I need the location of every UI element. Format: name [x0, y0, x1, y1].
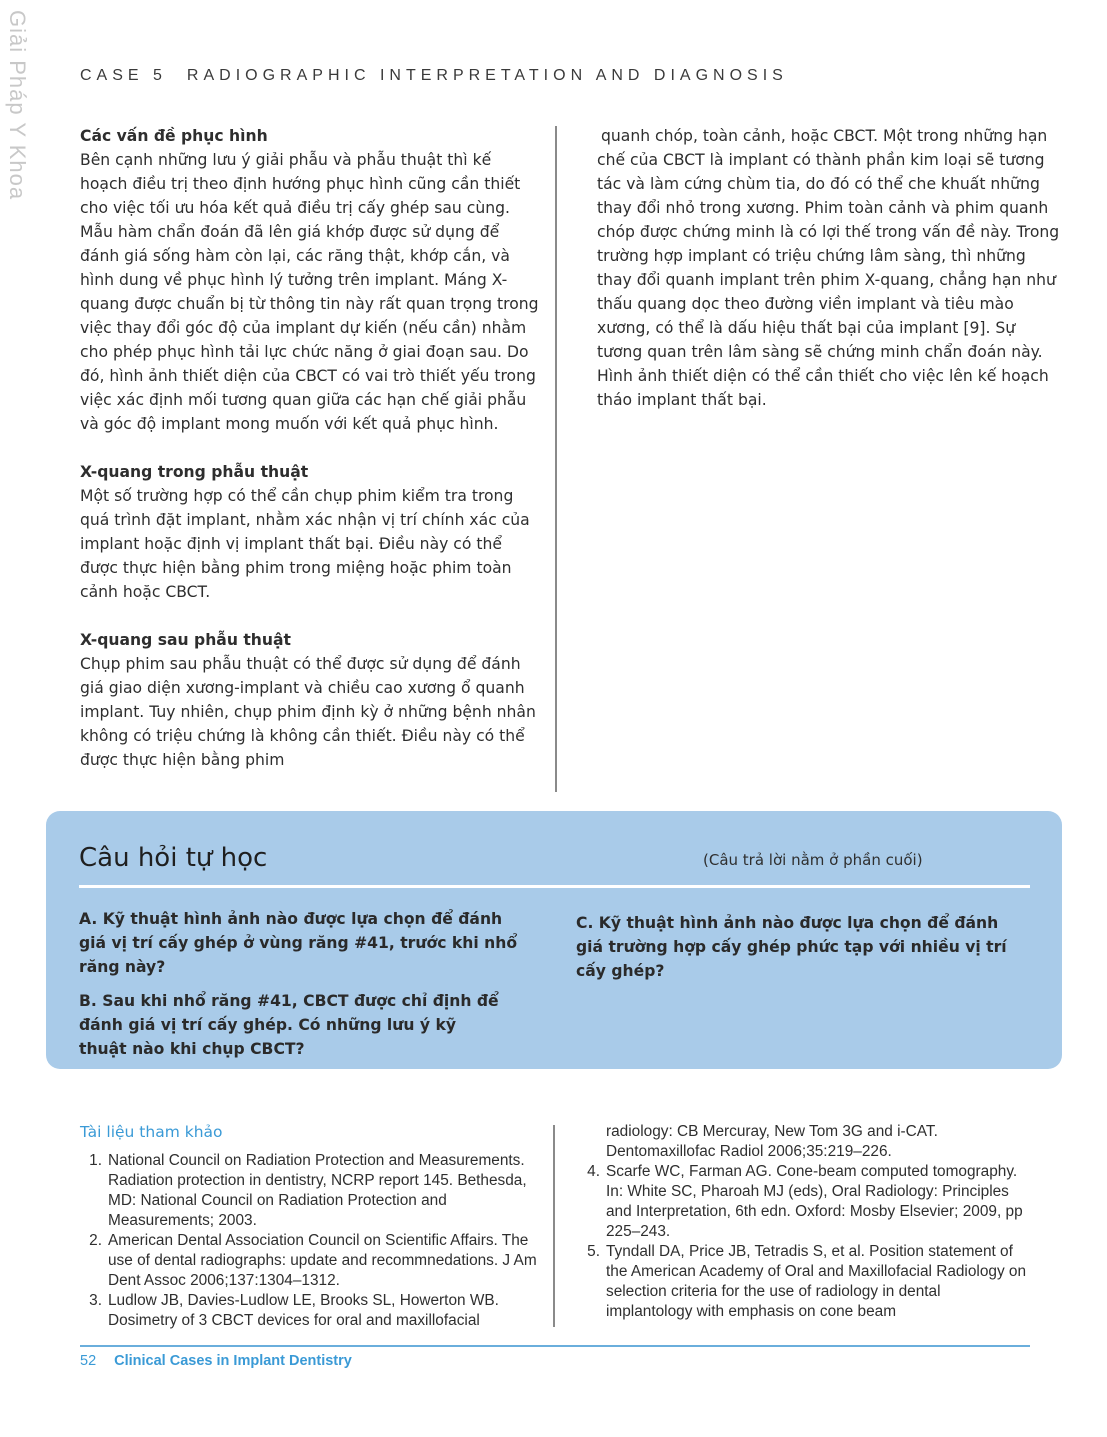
question-b: B. Sau khi nhổ răng #41, CBCT được chỉ định để đánh giá vị trí cấy ghép. Có những lưu ý kỹ thuật nào khi chụp CBCT? — [79, 992, 499, 1058]
section-text-intraoperative: Một số trường hợp có thể cần chụp phim kiểm tra trong quá trình đặt implant, nhằm xác nhận vị trí chính xác của implant hoặc định vị implant thất bại. Điều này có thể được thực hiện bằng phim trong miệng hoặc phim toàn cảnh hoặc CBCT. — [80, 487, 530, 601]
section-heading-prosthetic: Các vấn đề phục hình — [80, 127, 268, 145]
section-text-prosthetic: Bên cạnh những lưu ý giải phẫu và phẫu thuật thì kế hoạch điều trị theo định hướng phục hình cũng cần thiết cho việc tối ưu hóa kết quả điều trị cấy ghép sau cùng. Mẫu hàm chẩn đoán đã lên giá khớp được sử dụng để đánh giá sống hàm còn lại, các răng thật, khớp cắn, và hình dung về phục hình lý tưởng trên implant. Máng X-quang được chuẩn bị từ thông tin này rất quan trọng trong việc thay đổi góc độ của implant dự kiến (nếu cần) nhằm cho phép phục hình tải lực chức năng ở giai đoạn sau. Do đó, hình ảnh thiết diện của CBCT có vai trò thiết yếu trong việc xác định mối tương quan giữa các hạn chế giải phẫu và góc độ implant mong muốn với kết quả phục hình. — [80, 151, 539, 433]
reference-number: 5. — [587, 1243, 600, 1260]
footer-rule — [80, 1345, 1030, 1347]
self-study-box — [46, 811, 1062, 1069]
reference-text: Scarfe WC, Farman AG. Cone-beam computed tomography. In: White SC, Pharoah MJ (eds), Oral Radiology: Principles and Interpretation, 6th edn. Oxford: Mosby Elsevier; 2009, pp 225–243. — [606, 1163, 1023, 1240]
reference-text: American Dental Association Council on Scientific Affairs. The use of dental radiographs: update and recommnedations. J Am Dent Assoc 2006;137:1304–1312. — [108, 1232, 537, 1289]
reference-item — [578, 1242, 1028, 1322]
references-divider — [553, 1125, 555, 1327]
question-a: A. Kỹ thuật hình ảnh nào được lựa chọn để đánh giá vị trí cấy ghép ở vùng răng #41, trước khi nhổ răng này? — [79, 910, 518, 976]
section-text-postoperative: Chụp phim sau phẫu thuật có thể được sử dụng để đánh giá giao diện xương-implant và chiều cao xương ổ quanh implant. Tuy nhiên, chụp phim định kỳ ở những bệnh nhân không có triệu chứng là không cần thiết. Điều này có thể được thực hiện bằng phim — [80, 655, 536, 769]
case-label: CASE 5 — [80, 67, 167, 84]
box-divider — [79, 885, 1030, 888]
column-divider — [555, 126, 557, 792]
reference-item — [578, 1162, 1028, 1242]
reference-continuation: radiology: CB Mercuray, New Tom 3G and i-CAT. Dentomaxillofac Radiol 2006;35:219–226. — [606, 1123, 938, 1160]
right-column-text: quanh chóp, toàn cảnh, hoặc CBCT. Một trong những hạn chế của CBCT là implant có thành phần kim loại sẽ tương tác và làm cứng chùm tia, do đó có thể che khuất những thay đổi nhỏ trong xương. Phim toàn cảnh và phim quanh chóp được chứng minh là có lợi thế trong vấn đề này. Trong trường hợp implant có triệu chứng lâm sàng, thì những thay đổi quanh implant trên phim X-quang, chẳng hạn như thấu quang dọc theo đường viền implant và tiêu mào xương, có thể là dấu hiệu thất bại của implant [9]. Sự tương quan trên lâm sàng sẽ chứng minh chẩn đoán này. Hình ảnh thiết diện có thể cần thiết cho việc lên kế hoạch tháo implant thất bại. — [597, 127, 1060, 409]
references-right — [578, 1122, 1028, 1322]
reference-number: 2. — [89, 1232, 102, 1249]
section-heading-intraoperative: X-quang trong phẫu thuật — [80, 463, 309, 481]
answer-note: (Câu trả lời nằm ở phần cuối) — [703, 851, 923, 869]
reference-number: 1. — [89, 1152, 102, 1169]
reference-item — [80, 1231, 540, 1291]
chapter-title: RADIOGRAPHIC INTERPRETATION AND DIAGNOSIS — [186, 67, 788, 84]
left-column — [80, 124, 540, 796]
self-study-title: Câu hỏi tự học — [79, 843, 268, 873]
right-column — [597, 124, 1062, 436]
book-title: Clinical Cases in Implant Dentistry — [114, 1353, 352, 1369]
reference-number: 4. — [587, 1163, 600, 1180]
references-title: Tài liệu tham khảo — [80, 1123, 223, 1141]
reference-text: Tyndall DA, Price JB, Tetradis S, et al. Position statement of the American Academy of Oral and Maxillofacial Radiology on selection criteria for the use of radiology in dental implantology with emphasis on cone beam — [606, 1243, 1027, 1320]
reference-text: National Council on Radiation Protection and Measurements. Radiation protection in dentistry, NCRP report 145. Bethesda, MD: National Council on Radiation Protection and Measurements; 2003. — [108, 1152, 527, 1229]
question-c: C. Kỹ thuật hình ảnh nào được lựa chọn để đánh giá trường hợp cấy ghép phức tạp với nhiều vị trí cấy ghép? — [576, 914, 1007, 980]
references-left — [80, 1151, 540, 1331]
page-footer — [80, 1353, 352, 1369]
reference-item — [80, 1151, 540, 1231]
reference-number: 3. — [89, 1292, 102, 1309]
page-number: 52 — [80, 1353, 97, 1369]
watermark: Giải Pháp Y Khoa — [5, 10, 30, 201]
running-header — [80, 67, 788, 85]
section-heading-postoperative: X-quang sau phẫu thuật — [80, 631, 291, 649]
reference-text: Ludlow JB, Davies-Ludlow LE, Brooks SL, Howerton WB. Dosimetry of 3 CBCT devices for oral and maxillofacial — [108, 1292, 499, 1329]
reference-item — [80, 1291, 540, 1331]
